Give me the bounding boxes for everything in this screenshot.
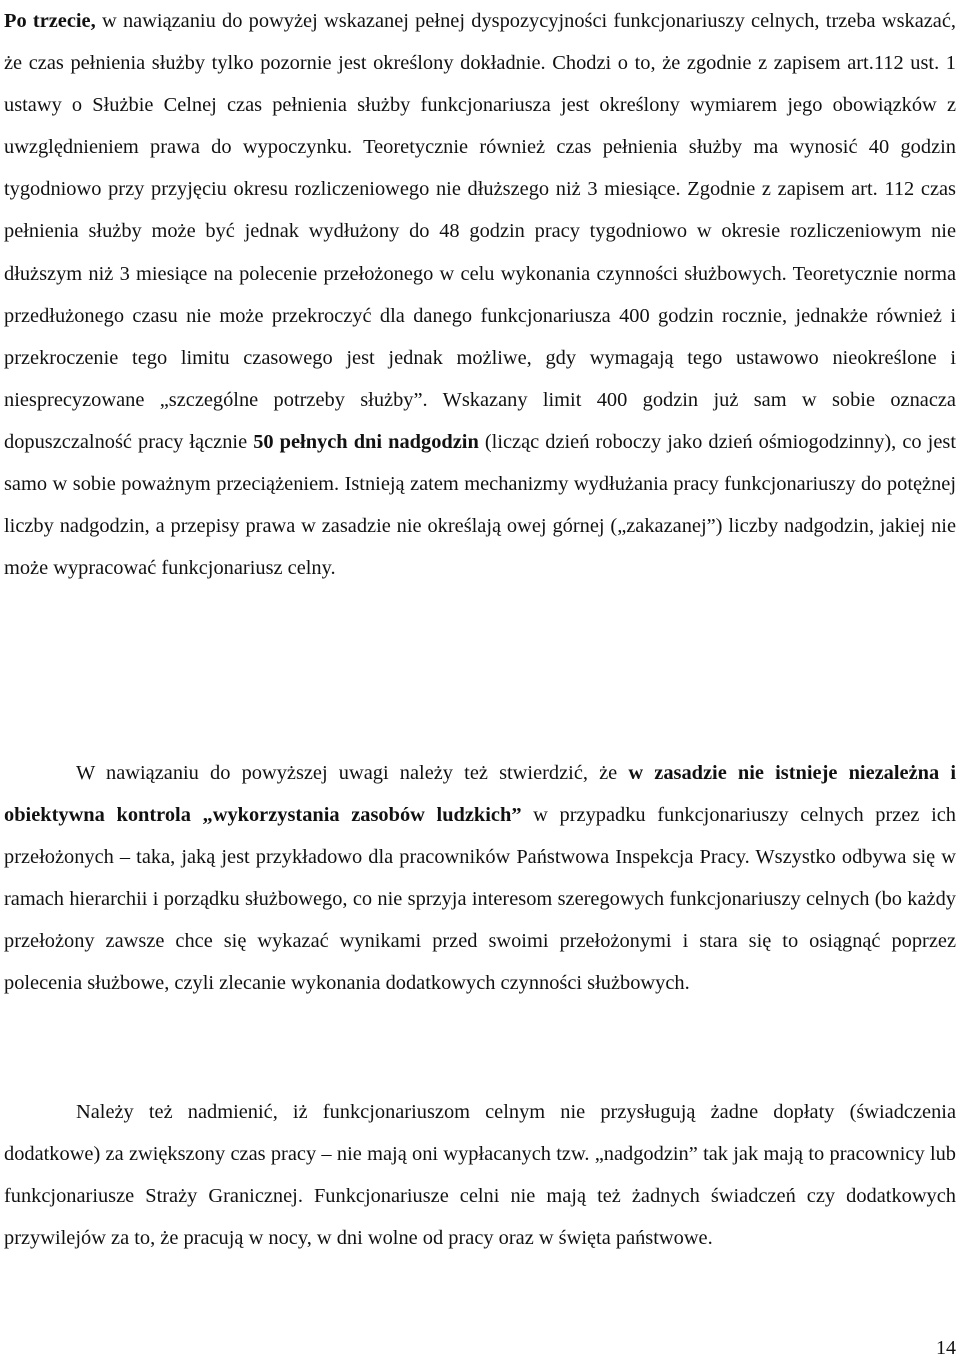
page-number: 14 — [936, 1337, 956, 1359]
paragraph-1-bold-phrase: 50 pełnych dni nadgodzin — [253, 430, 479, 453]
paragraph-3-text: Należy też nadmienić, iż funkcjonariuszom celnym nie przysługują żadne dopłaty (świadczenia dodatkowe) za zwiększony czas pracy – nie mają oni wypłacanych tzw. „nadgodzin” tak jak mają to pracownicy lub funkcjonariusze Straży Granicznej. Funkcjonariusze celni nie mają też żadnych świadczeń czy dodatkowych przywilejów za to, że pracują w nocy, w dni wolne od pracy oraz w święta państwowe. — [4, 1101, 956, 1250]
paragraph-2 — [4, 752, 956, 1005]
paragraph-1-text-b: (licząc dzień roboczy jako dzień ośmiogodzinny), co jest samo w sobie poważnym przeciążeniem. Istnieją zatem mechanizmy wydłużania pracy funkcjonariuszy do potężnej liczby nadgodzin, a przepisy prawa w zasadzie nie określają owej górnej („zakazanej”) liczby nadgodzin, jakiej nie może wypracować funkcjonariusz celny. — [4, 430, 956, 580]
paragraph-1-text-a: w nawiązaniu do powyżej wskazanej pełnej dyspozycyjności funkcjonariuszy celnych, trzeba wskazać, że czas pełnienia służby tylko pozornie jest określony dokładnie. Chodzi o to, że zgodnie z zapisem art.112 ust. 1 ustawy o Służbie Celnej czas pełnienia służby funkcjonariusza jest określony wymiarem jego obowiązków z uwzględnieniem prawa do wypoczynku. Teoretycznie również czas pełnienia służby ma wynosić 40 godzin tygodniowo przy przyjęciu okresu rozliczeniowego nie dłuższego niż 3 miesiące. Zgodnie z zapisem art. 112 czas pełnienia służby może być jednak wydłużony do 48 godzin pracy tygodniowo w okresie rozliczeniowym nie dłuższym niż 3 miesiące na polecenie przełożonego w celu wykonania czynności służbowych. Teoretycznie norma przedłużonego czasu nie może przekroczyć dla danego funkcjonariusza 400 godzin rocznie, jednakże również i przekroczenie tego limitu czasowego jest jednak możliwe, gdy wymagają tego ustawowo nieokreślone i niesprecyzowane „szczególne potrzeby służby”. Wskazany limit 400 godzin już sam w sobie oznacza dopuszczalność pracy łącznie — [4, 10, 956, 453]
paragraph-3 — [4, 1091, 956, 1259]
paragraph-2-text-b: w przypadku funkcjonariuszy celnych przez ich przełożonych – taka, jaką jest przykładowo dla pracowników Państwowa Inspekcja Pracy. Wszystko odbywa się w ramach hierarchii i porządku służbowego, co nie sprzyja interesom szeregowych funkcjonariuszy celnych (bo każdy przełożony zawsze chce się wykazać wynikami przed swoimi przełożonymi i stara się to osiągnąć poprzez polecenia służbowe, czyli zlecanie wykonania dodatkowych czynności służbowych. — [4, 804, 956, 995]
paragraph-1 — [4, 0, 956, 589]
paragraph-1-lead-bold: Po trzecie, — [4, 10, 96, 32]
paragraph-2-bold-phrase: w zasadzie nie istnieje niezależna i obiektywna kontrola „wykorzystania zasobów ludzkich” — [4, 762, 956, 827]
paragraph-2-text-a: W nawiązaniu do powyższej uwagi należy też stwierdzić, że — [76, 762, 629, 784]
